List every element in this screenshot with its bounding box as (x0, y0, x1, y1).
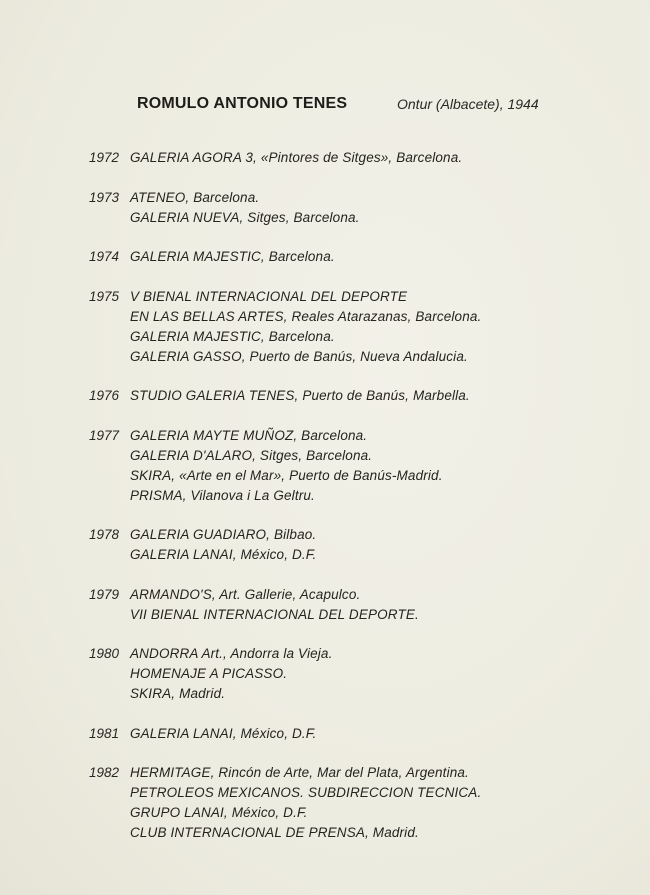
artist-origin: Ontur (Albacete), 1944 (397, 96, 539, 112)
exhibition-year: 1978 (89, 527, 120, 542)
exhibition-entry (0, 148, 650, 168)
exhibition-venues (130, 247, 650, 267)
exhibition-year: 1974 (89, 249, 120, 264)
exhibition-venue-line: GALERIA GUADIARO, Bilbao. (130, 527, 317, 542)
exhibition-venues (130, 287, 650, 367)
exhibition-venue-line: GALERIA NUEVA, Sitges, Barcelona. (130, 209, 360, 225)
exhibition-entry (0, 763, 650, 843)
exhibition-venue-line: HERMITAGE, Rincón de Arte, Mar del Plata, Argentina. (130, 765, 469, 780)
exhibition-year: 1982 (89, 765, 120, 780)
exhibition-year: 1973 (89, 189, 120, 205)
exhibition-venue-line: EN LAS BELLAS ARTES, Reales Atarazanas, Barcelona. (130, 308, 482, 324)
exhibition-venue-line: GALERIA LANAI, México, D.F. (130, 547, 317, 562)
exhibition-year: 1977 (89, 427, 120, 443)
exhibition-venues (130, 724, 650, 744)
exhibition-year: 1975 (89, 288, 120, 304)
exhibition-venue-line: GALERIA LANAI, México, D.F. (130, 725, 317, 741)
exhibition-entry (0, 188, 650, 228)
exhibition-year: 1980 (89, 646, 120, 661)
exhibition-entry (0, 247, 650, 267)
exhibition-venue-line: GALERIA AGORA 3, «Pintores de Sitges», Barcelona. (130, 150, 463, 165)
exhibition-entry (0, 644, 650, 704)
exhibition-entry (0, 287, 650, 367)
exhibition-venues (130, 188, 650, 228)
exhibition-entry (0, 386, 650, 406)
exhibition-venues (130, 585, 650, 625)
exhibition-year: 1981 (89, 725, 120, 741)
exhibition-venue-line: ARMANDO'S, Art. Gallerie, Acapulco. (130, 586, 361, 602)
exhibition-entry (0, 426, 650, 506)
exhibition-venue-line: ATENEO, Barcelona. (130, 189, 260, 205)
page-header (0, 95, 650, 119)
exhibition-venue-line: ANDORRA Art., Andorra la Vieja. (130, 646, 333, 661)
exhibition-venues (130, 644, 650, 704)
exhibition-venue-line: STUDIO GALERIA TENES, Puerto de Banús, Marbella. (130, 388, 470, 403)
exhibition-year: 1976 (89, 388, 120, 403)
exhibition-year: 1979 (89, 586, 120, 602)
exhibition-venue-line: GALERIA MAYTE MUÑOZ, Barcelona. (130, 427, 368, 443)
exhibition-venue-line: GALERIA MAJESTIC, Barcelona. (130, 328, 335, 344)
exhibition-entry (0, 525, 650, 565)
exhibition-venues (130, 426, 650, 506)
exhibition-venue-line: V BIENAL INTERNACIONAL DEL DEPORTE (130, 288, 408, 304)
exhibition-venue-line: GRUPO LANAI, México, D.F. (130, 805, 308, 820)
exhibition-list (0, 148, 650, 863)
exhibition-year: 1972 (89, 150, 120, 165)
exhibition-entry (0, 724, 650, 744)
exhibition-venues (130, 386, 650, 406)
exhibition-venues (130, 148, 650, 168)
artist-name: ROMULO ANTONIO TENES (137, 95, 348, 112)
exhibition-venue-line: SKIRA, Madrid. (130, 686, 226, 701)
exhibition-venue-line: GALERIA GASSO, Puerto de Banús, Nueva Andalucia. (130, 348, 468, 364)
exhibition-venue-line: HOMENAJE A PICASSO. (130, 666, 288, 681)
exhibition-venue-line: GALERIA MAJESTIC, Barcelona. (130, 249, 335, 264)
exhibition-venue-line: CLUB INTERNACIONAL DE PRENSA, Madrid. (130, 825, 419, 840)
exhibition-venues (130, 763, 650, 843)
exhibition-entry (0, 585, 650, 625)
exhibition-venue-line: GALERIA D'ALARO, Sitges, Barcelona. (130, 447, 373, 463)
exhibition-venues (130, 525, 650, 565)
exhibition-venue-line: PETROLEOS MEXICANOS. SUBDIRECCION TECNICA. (130, 785, 482, 800)
exhibition-venue-line: PRISMA, Vilanova i La Geltru. (130, 487, 315, 503)
exhibition-venue-line: VII BIENAL INTERNACIONAL DEL DEPORTE. (130, 606, 419, 622)
exhibition-venue-line: SKIRA, «Arte en el Mar», Puerto de Banús-Madrid. (130, 467, 443, 483)
